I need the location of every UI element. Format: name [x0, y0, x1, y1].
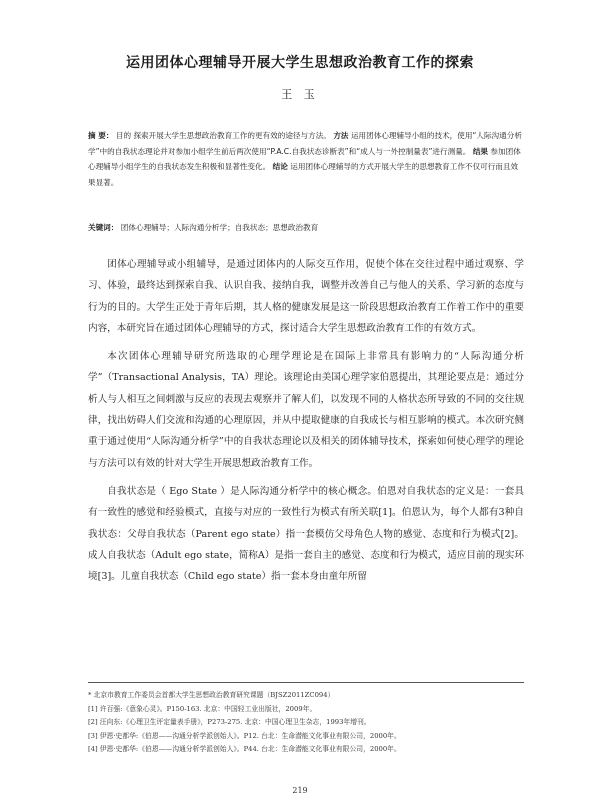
abstract-result-label: 结果 [472, 146, 488, 156]
abstract-conclusion-label: 结论 [272, 162, 288, 171]
abstract-label: 摘 要： [88, 131, 114, 140]
abstract-conclusion: 运用团体心理辅导的方式开展大学生的思想教育工作不仅可行而且效果显著。 [88, 162, 519, 187]
body-paragraph: 本次团体心理辅导研究所选取的心理学理论是在国际上非常具有影响力的“人际沟通分析学”（Transactional Analysis，TA）理论。该理论由美国心理学家伯恩提出，其理论要点是：通过分析人与人相互之间刺激与反应的表现去观察并了解人们，以发现不同的人格状态所导致的不同的交往规律，找出妨碍人们交流和沟通的心理原因，并从中提取健康的自我成长与相互影响的模式。本次研究侧重于通过使用“人际沟通分析学”中的自我状态理论以及相关的团体辅导技术，探索如何使心理学的理论与方法可以有效的针对大学生开展思想政治教育工作。 [88, 351, 524, 469]
footnote: [2] 汪向东:《心理卫生评定量表手册》，P273-275. 北京：中国心理卫生杂志，1993年增刊。 [88, 718, 371, 727]
keywords-text: 团体心理辅导；人际沟通分析学；自我状态；思想政治教育 [120, 223, 319, 232]
page-number: 219 [292, 786, 308, 795]
abstract [88, 128, 524, 190]
footnote: [3] 伊恩·史都华:《伯恩——沟通分析学派创始人》。P12. 台北：生命潜能文化事业有限公司，2000年。 [88, 731, 401, 740]
author-name: 王 玉 [281, 88, 319, 101]
footnote: [1] 许百强:《意象心灵》。P150-163. 北京：中国轻工业出版社，2009年。 [88, 704, 317, 713]
abstract-method-label: 方法 [333, 131, 349, 140]
footnotes [88, 682, 524, 757]
abstract-result: 参加团体心理辅导小组学生的自我状态发生积极和显著性变化。 [88, 146, 521, 171]
abstract-objective: 目的 探索开展大学生思想政治教育工作的更有效的途径与方法。 [115, 131, 331, 140]
body-paragraph: 自我状态是（ Ego State ）是人际沟通分析学中的核心概念。伯恩对自我状态的定义是：一套具有一致性的感觉和经验模式，直接与对应的一致性行为模式有所关联[1]。伯恩认为，每个人都有3种自我状态：父母自我状态（Parent ego state）指一套模仿父母角色人物的感觉、态度和行为模式[2]。成人自我状态（Adult ego state，简称A）是指一套自主的感觉、态度和行为模式，适应目前的现实环境[3]。儿童自我状态（Child ego state）指一套本身由童年所留 [88, 485, 524, 583]
footnote: * 北京市教育工作委员会首都大学生思想政治教育研究课题（BJSZ2011ZC094） [88, 691, 335, 699]
abstract-method: 运用团体心理辅导小组的技术，使用“人际沟通分析学”中的自我状态理论并对参加小组学生前后两次使用“P.A.C.自我状态诊断表”和“成人与一外控制量表”进行测量。 [88, 131, 522, 156]
body-paragraph: 团体心理辅导或小组辅导，是通过团体内的人际交互作用，促使个体在交往过程中通过观察、学习、体验，最终达到探索自我、认识自我、接纳自我，调整并改善自己与他人的关系、学习新的态度与行为的目的。大学生正处于青年后期，其人格的健康发展是这一阶段思想政治教育工作着工作中的重要内容，本研究旨在通过团体心理辅导的方式，探讨适合大学生思想政治教育工作的有效方式。 [88, 259, 524, 334]
article-title: 运用团体心理辅导开展大学生思想政治教育工作的探索 [126, 55, 474, 71]
keywords-label: 关键词： [88, 223, 119, 232]
footnote: [4] 伊恩·史都华:《伯恩——沟通分析学派创始人》。P44. 台北：生命潜能文化事业有限公司，2000年。 [88, 745, 401, 754]
keywords [88, 220, 524, 235]
body-text [88, 254, 524, 594]
